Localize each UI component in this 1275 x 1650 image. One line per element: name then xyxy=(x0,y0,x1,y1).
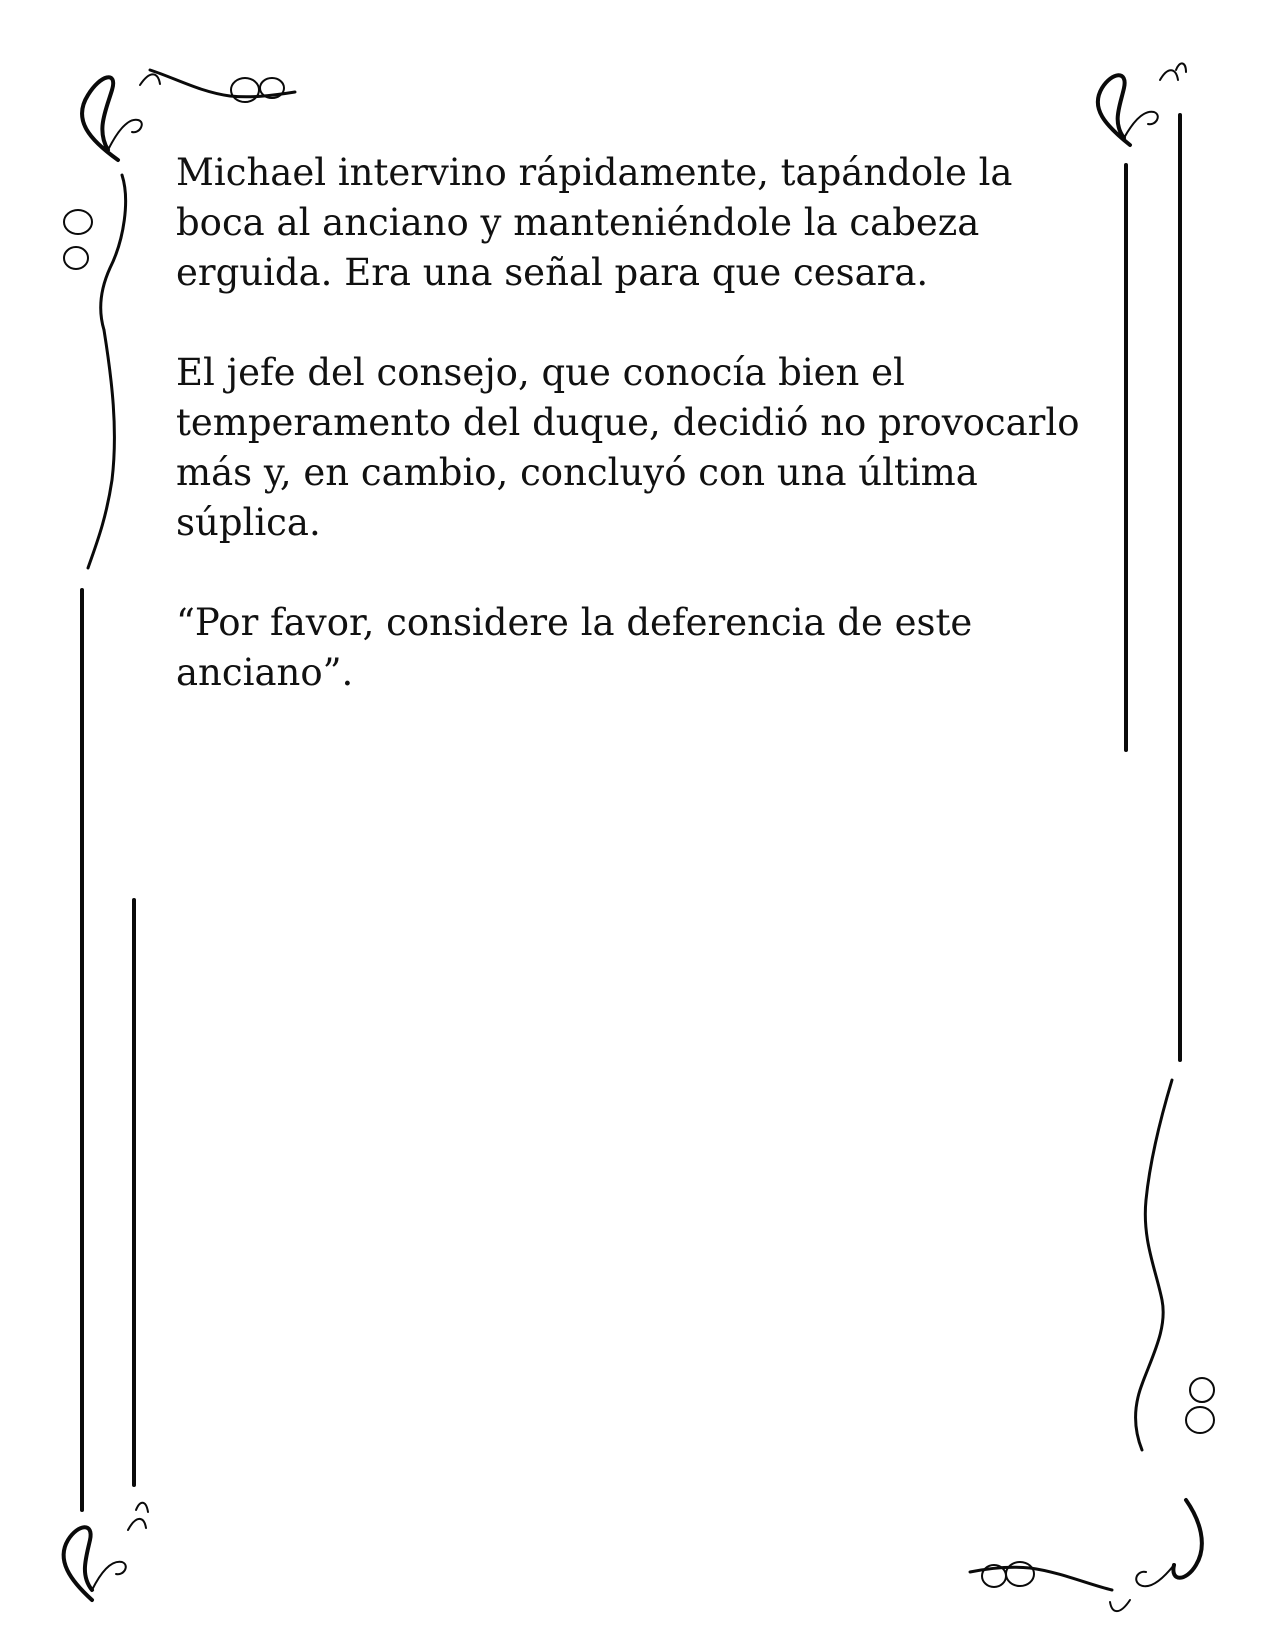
bottom-right-flourish-icon xyxy=(970,1080,1214,1611)
paragraph-2: El jefe del consejo, que conocía bien el temperamento del duque, decidió no provocarlo más y, en cambio, concluyó con una última súplica. xyxy=(176,351,1080,544)
top-right-flourish-icon xyxy=(1098,63,1186,145)
paragraph-1: Michael intervino rápidamente, tapándole la boca al anciano y manteniéndole la cabeza erguida. Era una señal para que cesara. xyxy=(176,151,1013,294)
story-text xyxy=(176,148,1096,748)
paragraph-3: “Por favor, considere la deferencia de este anciano”. xyxy=(176,601,973,694)
bottom-left-flourish-icon xyxy=(64,1503,148,1600)
